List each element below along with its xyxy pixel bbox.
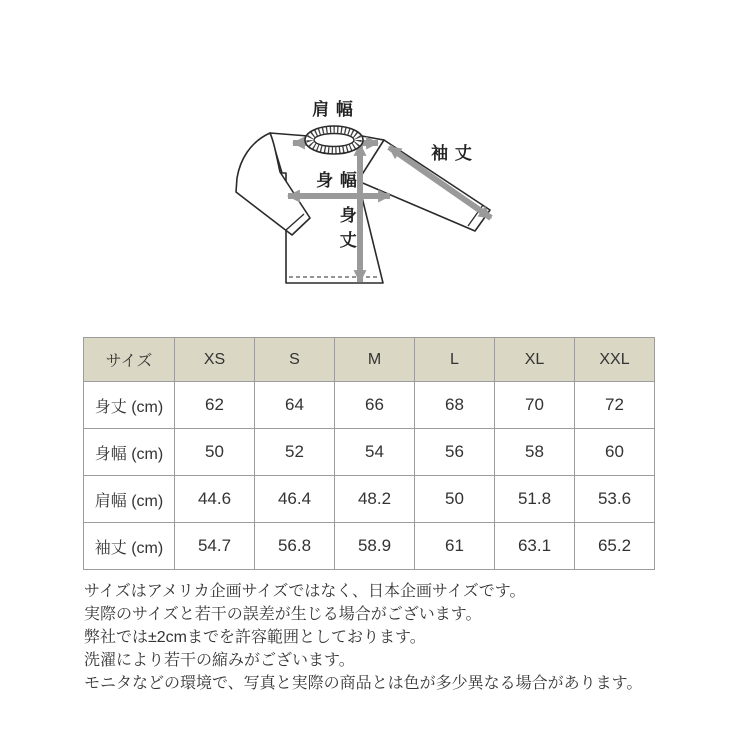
table-cell: 68 [415,382,495,429]
note-line: 弊社では±2cmまでを許容範囲としております。 [84,629,426,646]
size-table-header-cell: S [255,338,335,382]
table-cell: 66 [335,382,415,429]
table-cell: 52 [255,429,335,476]
table-row-sleeve-length [84,523,655,570]
table-cell: 65.2 [575,523,655,570]
table-cell: 54 [335,429,415,476]
shoulder-width-label: 肩 幅 [312,100,354,119]
table-cell: 63.1 [495,523,575,570]
row-label: 身丈 (cm) [84,382,175,429]
table-cell: 64 [255,382,335,429]
size-table [83,337,655,570]
table-row-shoulder-width [84,476,655,523]
table-cell: 58 [495,429,575,476]
shirt-diagram-svg [222,88,532,303]
collar-inner [314,134,354,147]
table-cell: 53.6 [575,476,655,523]
table-cell: 60 [575,429,655,476]
note-line: 洗濯により若干の縮みがございます。 [84,652,355,669]
table-row-body-length [84,382,655,429]
size-table-header-row [84,338,655,382]
row-label: 袖丈 (cm) [84,523,175,570]
table-cell: 51.8 [495,476,575,523]
table-cell: 50 [415,476,495,523]
note-line: モニタなどの環境で、写真と実際の商品とは色が多少異なる場合があります。 [84,675,643,692]
size-table-header-cell: M [335,338,415,382]
note-line: サイズはアメリカ企画サイズではなく、日本企画サイズです。 [84,583,526,600]
table-cell: 48.2 [335,476,415,523]
body-length-label: 身丈 [336,206,356,256]
table-cell: 58.9 [335,523,415,570]
table-cell: 70 [495,382,575,429]
size-table-header-cell: XXL [575,338,655,382]
table-cell: 56 [415,429,495,476]
size-table-header-cell: XS [175,338,255,382]
sleeve-length-label: 袖 丈 [431,144,473,163]
table-cell: 62 [175,382,255,429]
size-notes [84,580,642,695]
shirt-measurement-diagram [222,88,532,303]
table-cell: 46.4 [255,476,335,523]
body-width-label: 身 幅 [316,171,358,190]
size-table-header-cell: サイズ [84,338,175,382]
table-row-body-width [84,429,655,476]
size-table-header-cell: XL [495,338,575,382]
table-cell: 50 [175,429,255,476]
table-cell: 61 [415,523,495,570]
row-label: 肩幅 (cm) [84,476,175,523]
row-label: 身幅 (cm) [84,429,175,476]
size-table-header-cell: L [415,338,495,382]
note-line: 実際のサイズと若干の誤差が生じる場合がございます。 [84,606,482,623]
table-cell: 44.6 [175,476,255,523]
table-cell: 72 [575,382,655,429]
table-cell: 56.8 [255,523,335,570]
table-cell: 54.7 [175,523,255,570]
